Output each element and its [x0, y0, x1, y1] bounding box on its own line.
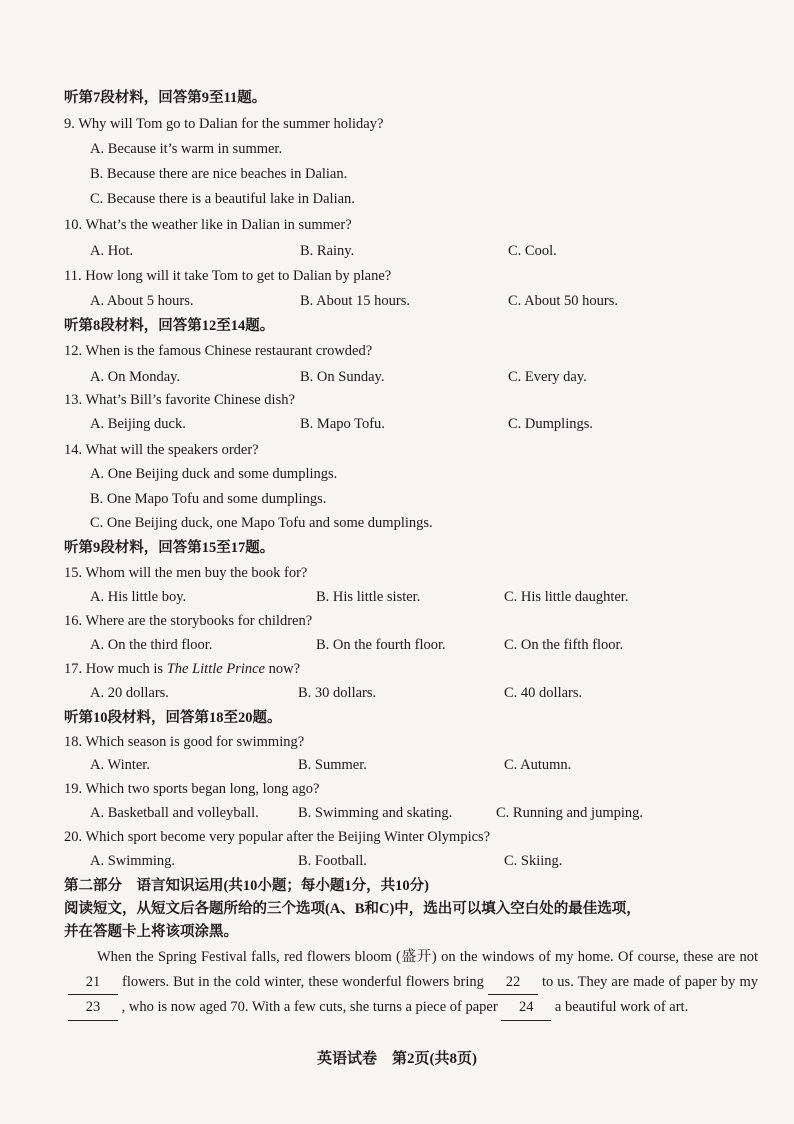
question-10-stem: 10. What’s the weather like in Dalian in summer?: [64, 217, 352, 233]
passage-text-5: a beautiful work of art.: [551, 999, 689, 1015]
question-20-stem: 20. Which sport become very popular after the Beijing Winter Olympics?: [64, 829, 491, 845]
question-12-option-c: C. Every day.: [508, 369, 587, 385]
question-11-option-a: A. About 5 hours.: [90, 293, 194, 309]
question-11-option-c: C. About 50 hours.: [508, 293, 618, 309]
question-13-option-a: A. Beijing duck.: [90, 416, 186, 432]
question-15-stem: 15. Whom will the men buy the book for?: [64, 565, 308, 581]
question-18-option-c: C. Autumn.: [504, 757, 572, 773]
blank-23: 23: [68, 995, 118, 1021]
question-17-option-a: A. 20 dollars.: [90, 685, 169, 701]
question-17-option-b: B. 30 dollars.: [298, 685, 377, 701]
passage-text-3: to us. They are made of paper by my: [537, 973, 758, 990]
question-20-option-c: C. Skiing.: [504, 853, 563, 869]
question-18-stem: 18. Which season is good for swimming?: [64, 734, 305, 750]
passage-text-1: When the Spring Festival falls, red flowers bloom (盛开) on the windows of my home. Of course, these are not: [97, 949, 758, 965]
passage-text-2: flowers. But in the cold winter, these wonderful flowers bring: [118, 973, 488, 990]
question-12-option-b: B. On Sunday.: [300, 369, 385, 385]
question-17-stem-text: 17. How much is: [64, 661, 167, 677]
question-17-stem-end: now?: [264, 661, 301, 677]
question-20-option-a: A. Swimming.: [90, 853, 175, 869]
question-19-option-c: C. Running and jumping.: [496, 805, 644, 821]
question-14-option-a: A. One Beijing duck and some dumplings.: [90, 466, 338, 482]
question-15-option-a: A. His little boy.: [90, 589, 187, 605]
question-17-stem: [64, 659, 754, 679]
question-9-stem: 9. Why will Tom go to Dalian for the summer holiday?: [64, 116, 384, 132]
blank-22: 22: [488, 970, 538, 996]
question-16-option-c: C. On the fifth floor.: [504, 637, 624, 653]
question-18-option-a: A. Winter.: [90, 757, 150, 773]
question-10-option-b: B. Rainy.: [300, 243, 355, 259]
section-7-heading: 听第7段材料，回答第9至11题。: [64, 90, 267, 106]
question-12-stem: 12. When is the famous Chinese restaurant crowded?: [64, 343, 373, 359]
question-16-stem: 16. Where are the storybooks for children?: [64, 613, 313, 629]
question-15-option-b: B. His little sister.: [316, 589, 421, 605]
passage-text-4: , who is now aged 70. With a few cuts, she turns a piece of paper: [118, 999, 502, 1015]
part-2-instruction-cont: 并在答题卡上将该项涂黑。: [64, 924, 238, 940]
book-title: The Little Prince: [166, 661, 265, 677]
question-11-stem: 11. How long will it take Tom to get to Dalian by plane?: [64, 268, 392, 284]
question-13-option-b: B. Mapo Tofu.: [300, 416, 385, 432]
question-11-option-b: B. About 15 hours.: [300, 293, 410, 309]
question-19-option-a: A. Basketball and volleyball.: [90, 805, 259, 821]
part-2-instruction: 阅读短文，从短文后各题所给的三个选项(A、B和C)中，选出可以填入空白处的最佳选项，: [64, 901, 641, 917]
question-10-option-c: C. Cool.: [508, 243, 557, 259]
question-12-option-a: A. On Monday.: [90, 369, 181, 385]
blank-24: 24: [501, 995, 551, 1021]
question-16-option-a: A. On the third floor.: [90, 637, 213, 653]
question-19-stem: 19. Which two sports began long, long ago?: [64, 781, 320, 797]
question-14-option-b: B. One Mapo Tofu and some dumplings.: [90, 491, 327, 507]
part-2-title: 第二部分 语言知识运用(共10小题；每小题1分，共10分): [64, 878, 429, 894]
blank-21: 21: [68, 970, 118, 996]
question-14-option-c: C. One Beijing duck, one Mapo Tofu and some dumplings.: [90, 515, 433, 531]
question-13-stem: 13. What’s Bill’s favorite Chinese dish?: [64, 392, 295, 408]
question-16-option-b: B. On the fourth floor.: [316, 637, 446, 653]
question-20-option-b: B. Football.: [298, 853, 367, 869]
question-18-option-b: B. Summer.: [298, 757, 367, 773]
question-9-option-a: A. Because it’s warm in summer.: [90, 141, 283, 157]
section-10-heading: 听第10段材料，回答第18至20题。: [64, 710, 282, 726]
question-10-option-a: A. Hot.: [90, 243, 134, 259]
cloze-passage: [68, 945, 758, 1021]
section-8-heading: 听第8段材料，回答第12至14题。: [64, 318, 275, 334]
question-19-option-b: B. Swimming and skating.: [298, 805, 453, 821]
question-9-option-b: B. Because there are nice beaches in Dalian.: [90, 166, 348, 182]
page-footer: 英语试卷 第2页(共8页): [317, 1051, 477, 1067]
question-13-option-c: C. Dumplings.: [508, 416, 593, 432]
question-17-option-c: C. 40 dollars.: [504, 685, 583, 701]
question-15-option-c: C. His little daughter.: [504, 589, 629, 605]
section-9-heading: 听第9段材料，回答第15至17题。: [64, 540, 275, 556]
question-14-stem: 14. What will the speakers order?: [64, 442, 259, 458]
question-9-option-c: C. Because there is a beautiful lake in Dalian.: [90, 191, 355, 207]
